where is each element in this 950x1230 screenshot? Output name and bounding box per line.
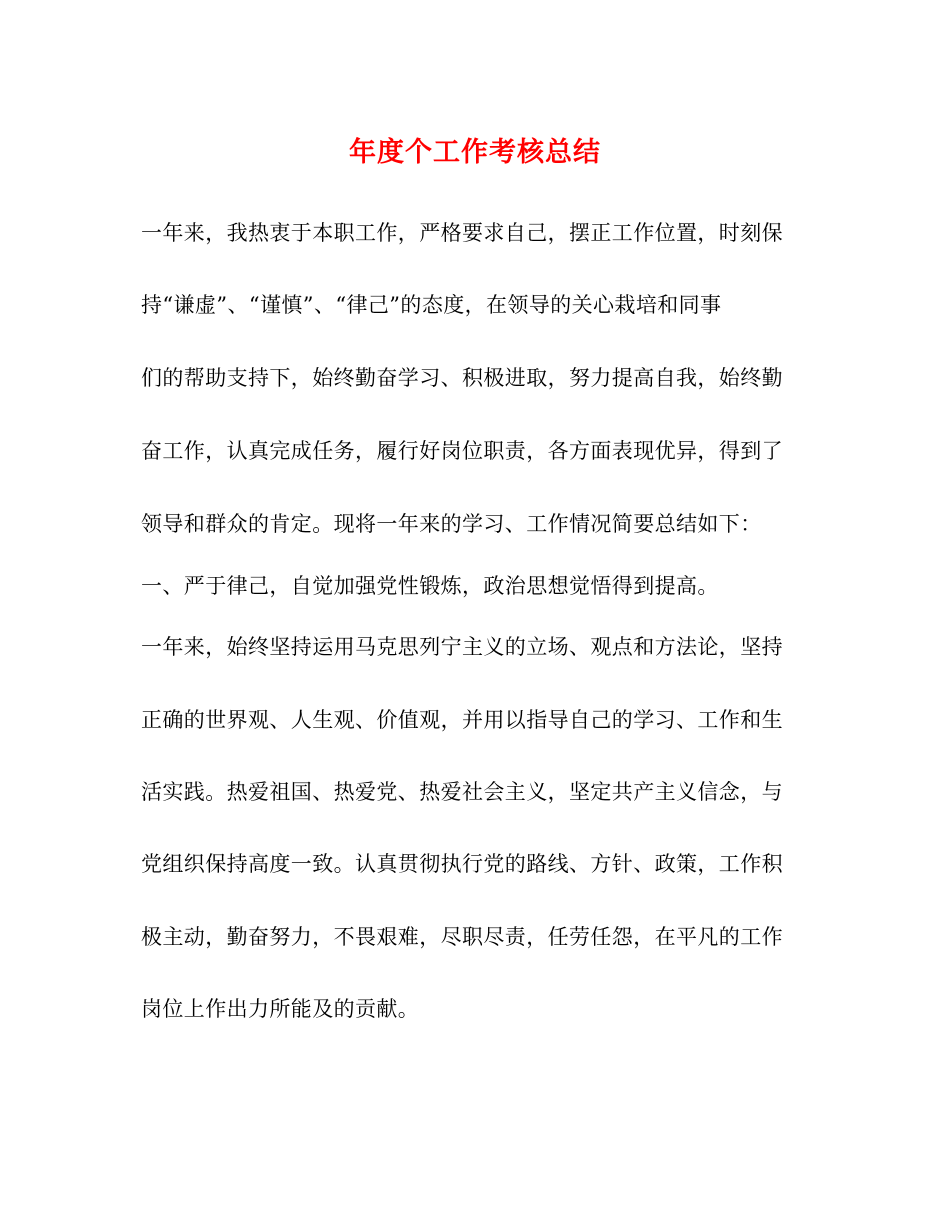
body-line-2: 持“谦虚”、“谨慎”、“律己”的态度，在领导的关心栽培和同事 [141,293,722,317]
body-line-10: 党组织保持高度一致。认真贯彻执行党的路线、方针、政策，工作积 [141,852,783,876]
body-line-12: 岗位上作出力所能及的贡献。 [141,997,420,1021]
section-heading-1: 一、严于律己，自觉加强党性锻炼，政治思想觉悟得到提高。 [141,574,719,598]
body-line-11: 极主动，勤奋努力，不畏艰难，尽职尽责，任劳任怨，在平凡的工作 [141,925,783,949]
body-line-8: 正确的世界观、人生观、价值观，并用以指导自己的学习、工作和生 [141,708,783,732]
document-title: 年度个工作考核总结 [349,137,601,168]
body-line-3: 们的帮助支持下，始终勤奋学习、积极进取，努力提高自我，始终勤 [141,366,783,390]
body-line-5: 领导和群众的肯定。现将一年来的学习、工作情况简要总结如下： [141,512,762,536]
body-line-1: 一年来，我热衷于本职工作，严格要求自己，摆正工作位置，时刻保 [141,221,783,245]
body-line-9: 活实践。热爱祖国、热爱党、热爱社会主义，坚定共产主义信念，与 [141,780,783,804]
body-line-7: 一年来，始终坚持运用马克思列宁主义的立场、观点和方法论，坚持 [141,635,783,659]
body-line-4: 奋工作，认真完成任务，履行好岗位职责，各方面表现优异，得到了 [141,439,783,463]
